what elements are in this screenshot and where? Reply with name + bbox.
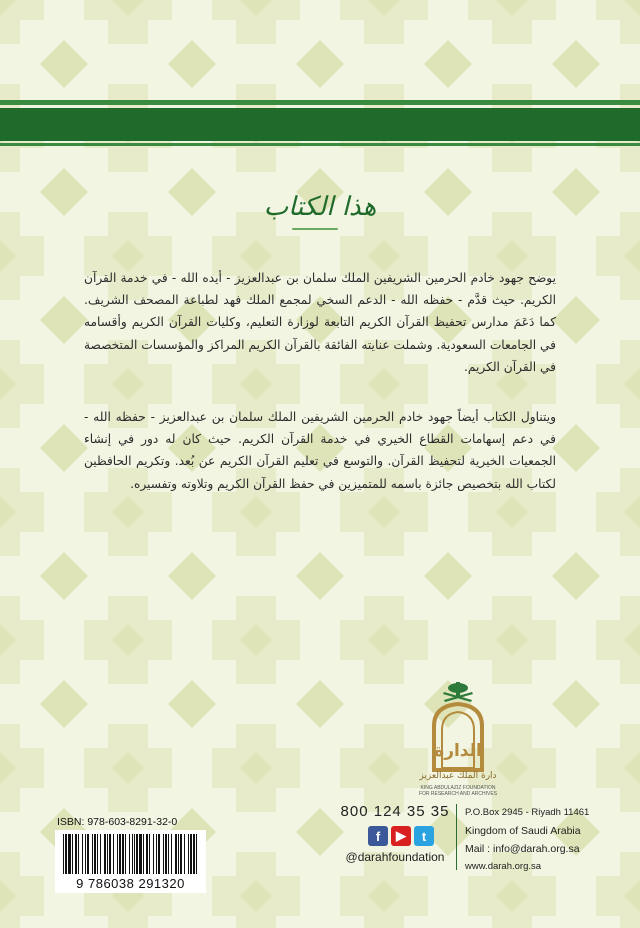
barcode-number: 9 786038 291320 [76,876,185,891]
barcode-bars [61,834,200,874]
publisher-name-en-line1: KING ABDULAZIZ FOUNDATION [420,785,496,791]
publisher-name-en [404,785,512,797]
twitter-icon[interactable]: t [414,826,434,846]
phone-number[interactable]: 800 124 35 35 [340,803,450,820]
social-icons [368,826,434,846]
facebook-icon[interactable]: f [368,826,388,846]
green-band-top [0,100,640,105]
contact-mail[interactable]: Mail : info@darah.org.sa [465,843,580,855]
publisher-name-ar: دارة الملك عبدالعزيز [419,771,497,781]
contact-pobox: P.O.Box 2945 - Riyadh 11461 [465,807,590,818]
logo-text: الدارة [434,741,482,761]
paragraph-1: يوضح جهود خادم الحرمين الشريفين الملك سلمان بن عبدالعزيز - أيده الله - في خدمة القرآن الكريم. حيث قدَّم - حفظه الله - الدعم السخي لمجمع الملك فهد لطباعة المصحف الشريف. كما دَعَمَ مدارس تحفيظ القرآن الكريم التابعة لوزارة التعليم، وكليات القرآن الكريم وأقسامه في الجامعات السعودية. وشملت عنايته الفائقة بالقرآن الكريم المراكز والمؤسسات المتخصصة في القرآن الكريم. [84,271,556,374]
publisher-name-en-line2: FOR RESEARCH AND ARCHIVES [418,791,498,797]
social-handle[interactable]: @darahfoundation [345,850,445,864]
contact-web[interactable]: www.darah.org.sa [465,861,542,872]
barcode [55,830,206,893]
divider [456,804,457,870]
green-band [0,108,640,141]
youtube-icon[interactable]: ▶ [391,826,411,846]
isbn-label: ISBN: 978-603-8291-32-0 [57,816,178,828]
paragraph-2: ويتناول الكتاب أيضاً جهود خادم الحرمين الشريفين الملك سلمان بن عبدالعزيز - حفظه الله - في دعم إسهامات القطاع الخيري في خدمة القرآن الكريم. حيث كان له دور في إنشاء الجمعيات الخيرية لتحفيظ القرآن. والتوسع في تعليم القرآن الكريم عن بُعد. وتكريم الحافظين لكتاب الله بتخصيص جائزة باسمه للمتميزين في حفظ القرآن الكريم وتلاوته وتفسيره. [84,410,556,491]
title-underline [292,228,338,230]
saudi-emblem-icon [443,682,473,702]
green-band-bottom [0,143,640,146]
contact-country: Kingdom of Saudi Arabia [465,825,581,837]
section-title: هذا الكتاب [263,192,377,222]
